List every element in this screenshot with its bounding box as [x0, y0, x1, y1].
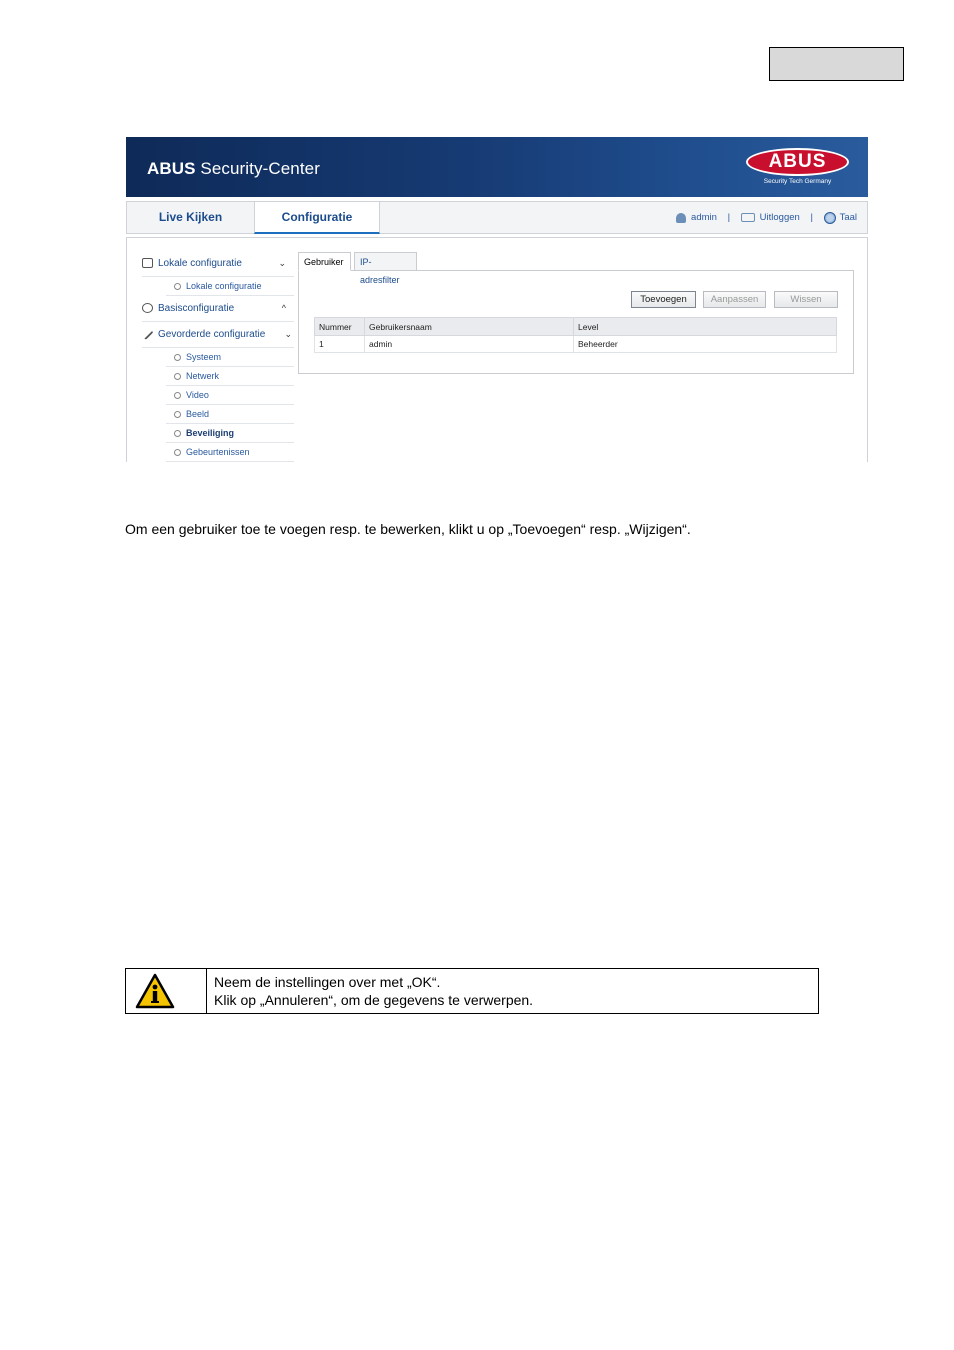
logo-tagline: Security Tech Germany [763, 178, 832, 185]
bullet-icon [174, 411, 181, 418]
globe-icon [824, 212, 836, 224]
user-table [314, 317, 837, 353]
username-link[interactable]: admin [691, 212, 717, 223]
bullet-icon [174, 430, 181, 437]
config-menu [142, 251, 294, 462]
language-box [769, 47, 904, 81]
table-row[interactable] [315, 336, 837, 353]
wrench-icon [141, 328, 153, 340]
delete-button[interactable]: Wissen [774, 291, 838, 308]
tab-live-view[interactable]: Live Kijken [158, 210, 223, 224]
table-cell: admin [365, 336, 574, 353]
menu-advanced-config-label: Gevorderde configuratie [158, 329, 266, 340]
bullet-icon [174, 283, 181, 290]
menu-local-config[interactable] [142, 251, 294, 277]
user-icon [676, 213, 686, 223]
menu-item-security[interactable]: Beveiliging [166, 424, 294, 443]
table-cell: Beheerder [574, 336, 837, 353]
bullet-icon [174, 373, 181, 380]
column-header: Level [574, 318, 837, 336]
abus-logo [746, 148, 851, 190]
table-header-row [315, 318, 837, 336]
menu-local-config-label: Lokale configuratie [158, 258, 242, 269]
note-icon-cell [126, 969, 207, 1013]
chevron-down-icon: ⌄ [278, 258, 286, 268]
monitor-icon [142, 258, 153, 268]
add-button[interactable]: Toevoegen [631, 291, 696, 308]
chevron-down-icon: ⌄ [284, 329, 292, 339]
app-screenshot [126, 137, 868, 462]
user-area [676, 202, 857, 233]
note-line-1: Neem de instellingen over met „OK“. [214, 974, 441, 990]
menu-basic-config[interactable] [142, 296, 294, 322]
separator: | [810, 212, 813, 223]
menu-item-system[interactable]: Systeem [166, 348, 294, 367]
edit-button[interactable]: Aanpassen [703, 291, 766, 308]
gear-icon [142, 303, 153, 313]
tab-configuration[interactable]: Configuratie [254, 202, 380, 234]
menu-item-events[interactable]: Gebeurtenissen [166, 443, 294, 462]
info-note [125, 968, 819, 1014]
user-panel [298, 252, 854, 375]
menu-advanced-config[interactable] [142, 322, 294, 348]
chevron-up-icon: ^ [281, 303, 286, 313]
bullet-icon [174, 449, 181, 456]
menu-item-network[interactable]: Netwerk [166, 367, 294, 386]
app-banner [126, 137, 868, 197]
note-text [214, 973, 533, 1009]
panel-body [298, 270, 854, 374]
logout-icon [741, 213, 755, 222]
note-line-2: Klik op „Annuleren“, om de gegevens te verwerpen. [214, 992, 534, 1008]
table-cell: 1 [315, 336, 365, 353]
separator: | [727, 212, 731, 223]
bullet-icon [174, 392, 181, 399]
column-header: Gebruikersnaam [365, 318, 574, 336]
column-header: Nummer [315, 318, 365, 336]
logout-link[interactable]: Uitloggen [759, 212, 800, 223]
info-warning-icon [135, 973, 175, 1009]
tab-user[interactable]: Gebruiker [298, 252, 351, 271]
app-title: ABUS Security-Center [147, 159, 320, 178]
language-link[interactable]: Taal [839, 212, 857, 223]
menu-item-local-config[interactable]: Lokale configuratie [166, 277, 294, 296]
tab-ip-filter[interactable]: IP-adresfilter [354, 252, 417, 271]
menu-item-image[interactable]: Beeld [166, 405, 294, 424]
config-content [126, 237, 868, 462]
menu-item-video[interactable]: Video [166, 386, 294, 405]
top-nav [126, 201, 868, 234]
menu-basic-config-label: Basisconfiguratie [158, 303, 235, 314]
caption-text: Om een gebruiker toe te voegen resp. te bewerken, klikt u op „Toevoegen“ resp. „Wijzigen“. [125, 521, 691, 537]
logo-wordmark: ABUS [746, 148, 849, 176]
bullet-icon [174, 354, 181, 361]
